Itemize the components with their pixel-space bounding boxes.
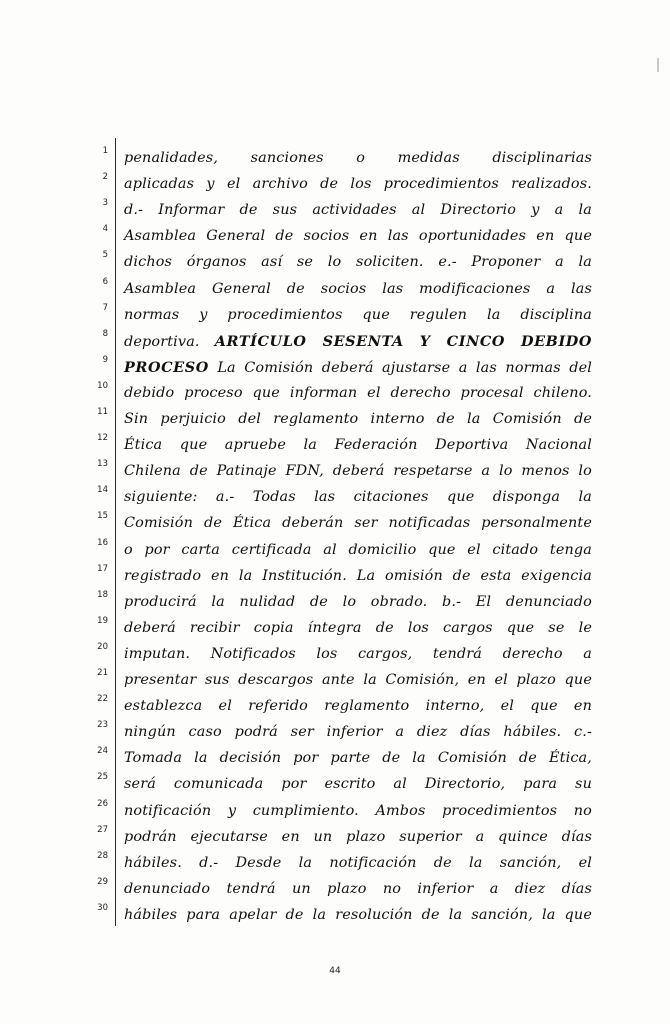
scan-artifact: [657, 58, 659, 72]
line-number: 19: [97, 615, 108, 626]
line-text: [124, 646, 592, 662]
body-text: hábiles para apelar de la resolución de la sanción, la que: [124, 906, 592, 923]
text-line: [0, 222, 670, 248]
body-text: Ética que apruebe la Federación Deportiva Nacional: [124, 437, 592, 454]
line-text: [124, 359, 592, 376]
text-line: [0, 509, 670, 535]
line-number: 24: [97, 746, 108, 757]
line-number: 3: [102, 198, 108, 209]
line-text: [124, 803, 592, 819]
line-text: [124, 907, 592, 923]
line-text: [124, 568, 592, 584]
line-number: 26: [97, 798, 108, 809]
line-number: 16: [97, 537, 108, 548]
line-text: [124, 437, 592, 453]
body-text: debido proceso que informan el derecho procesal chileno.: [124, 384, 592, 401]
text-line: [0, 823, 670, 849]
line-text: [124, 750, 592, 766]
body-text: hábiles. d.- Desde la notificación de la sanción, el: [124, 854, 592, 871]
line-number: 22: [97, 694, 108, 705]
line-number: 13: [97, 459, 108, 470]
line-number: 10: [97, 380, 108, 391]
line-text: [124, 620, 592, 636]
body-text: deberá recibir copia íntegra de los cargos que se le: [124, 619, 592, 636]
body-text: podrán ejecutarse en un plazo superior a quince días: [124, 828, 592, 845]
text-line: [0, 536, 670, 562]
line-text: [124, 698, 592, 714]
text-line: [0, 692, 670, 718]
body-text: Comisión de Ética deberán ser notificadas personalmente: [124, 515, 592, 532]
text-line: [0, 379, 670, 405]
body-text: Asamblea General de socios las modificaciones a las: [124, 280, 592, 297]
text-line: [0, 353, 670, 379]
body-text: La Comisión deberá ajustarse a las normas del: [208, 359, 592, 376]
body-text: aplicadas y el archivo de los procedimientos realizados.: [124, 176, 592, 193]
text-line: [0, 875, 670, 901]
text-line: [0, 614, 670, 640]
body-text: Asamblea General de socios en las oportunidades en que: [124, 228, 592, 245]
line-text: [124, 776, 592, 792]
text-line: [0, 562, 670, 588]
line-text: [124, 463, 592, 479]
body-text: será comunicada por escrito al Directorio, para su: [124, 776, 592, 793]
line-text: [124, 254, 592, 270]
line-number: 15: [97, 511, 108, 522]
line-text: [124, 333, 592, 350]
body-text: o por carta certificada al domicilio que el citado tenga: [124, 541, 592, 558]
text-line: [0, 588, 670, 614]
line-number: 7: [102, 302, 108, 313]
body-text: penalidades, sanciones o medidas disciplinarias: [124, 150, 592, 166]
body-text: establezca el referido reglamento interno, el que en: [124, 698, 592, 715]
line-number: 1: [102, 146, 108, 156]
text-line: [0, 849, 670, 875]
line-number: 4: [102, 224, 108, 235]
line-number: 20: [97, 641, 108, 652]
line-number: 27: [97, 824, 108, 835]
line-number: 11: [97, 407, 108, 417]
line-number: 17: [97, 563, 108, 574]
text-line: [0, 327, 670, 353]
text-line: [0, 457, 670, 483]
text-line: [0, 666, 670, 692]
line-number: 21: [97, 668, 108, 678]
line-text: [124, 385, 592, 401]
line-number: 12: [97, 433, 108, 444]
body-text: normas y procedimientos que regulen la disciplina: [124, 306, 592, 323]
line-text: [124, 176, 592, 192]
text-line: [0, 901, 670, 927]
body-text: notificación y cumplimiento. Ambos procedimientos no: [124, 802, 592, 819]
line-number: 5: [102, 250, 108, 261]
line-text: [124, 855, 592, 871]
body-text: presentar sus descargos ante la Comisión, en el plazo que: [124, 672, 592, 688]
line-number: 23: [97, 720, 108, 731]
line-text: [124, 228, 592, 244]
body-text: Tomada la decisión por parte de la Comisión de Ética,: [124, 750, 592, 767]
text-line: [0, 431, 670, 457]
line-text: [124, 594, 592, 610]
line-number: 18: [97, 589, 108, 600]
line-text: [124, 672, 592, 688]
line-text: [124, 829, 592, 845]
body-text: d.- Informar de sus actividades al Directorio y a la: [124, 202, 592, 219]
line-text: [124, 489, 592, 505]
body-text: Chilena de Patinaje FDN, deberá respetarse a lo menos lo: [124, 463, 592, 480]
line-text: [124, 515, 592, 531]
line-number: 8: [102, 328, 108, 339]
text-line: [0, 196, 670, 222]
line-number: 9: [102, 354, 108, 365]
body-text: siguiente: a.- Todas las citaciones que disponga la: [124, 489, 592, 506]
text-line: [0, 797, 670, 823]
line-text: [124, 542, 592, 558]
body-text: ningún caso podrá ser inferior a diez días hábiles. c.-: [124, 724, 592, 741]
text-line: [0, 744, 670, 770]
bold-heading-text: ARTÍCULO SESENTA Y CINCO DEBIDO: [214, 332, 592, 350]
line-number: 28: [97, 850, 108, 861]
text-line: [0, 718, 670, 744]
text-line: [0, 770, 670, 796]
text-line: [0, 405, 670, 431]
body-text: Sin perjuicio del reglamento interno de la Comisión de: [124, 411, 592, 427]
bold-heading-text: PROCESO: [124, 358, 209, 376]
line-number: 25: [97, 772, 108, 783]
text-line: [0, 170, 670, 196]
line-text: [124, 281, 592, 297]
line-number: 29: [97, 876, 108, 887]
line-number: 6: [102, 276, 108, 287]
page-number: 44: [329, 966, 341, 976]
text-line: [0, 640, 670, 666]
line-text: [124, 411, 592, 427]
line-text: [124, 307, 592, 323]
text-line: [0, 275, 670, 301]
line-number: 14: [97, 485, 108, 496]
text-line: [0, 248, 670, 274]
body-text: imputan. Notificados los cargos, tendrá derecho a: [124, 645, 592, 662]
text-line: [0, 301, 670, 327]
body-text: deportiva.: [124, 333, 215, 350]
text-line: [0, 483, 670, 509]
text-line: [0, 144, 670, 170]
line-text: [124, 202, 592, 218]
body-text: registrado en la Institución. La omisión de esta exigencia: [124, 567, 592, 584]
line-text: [124, 724, 592, 740]
line-text: [124, 150, 592, 166]
line-number: 30: [97, 902, 108, 913]
body-text: dichos órganos así se lo soliciten. e.- Proponer a la: [124, 254, 592, 271]
line-number: 2: [102, 172, 108, 183]
body-text: producirá la nulidad de lo obrado. b.- El denunciado: [124, 593, 592, 610]
body-text: denunciado tendrá un plazo no inferior a diez días: [124, 880, 592, 897]
line-text: [124, 881, 592, 897]
